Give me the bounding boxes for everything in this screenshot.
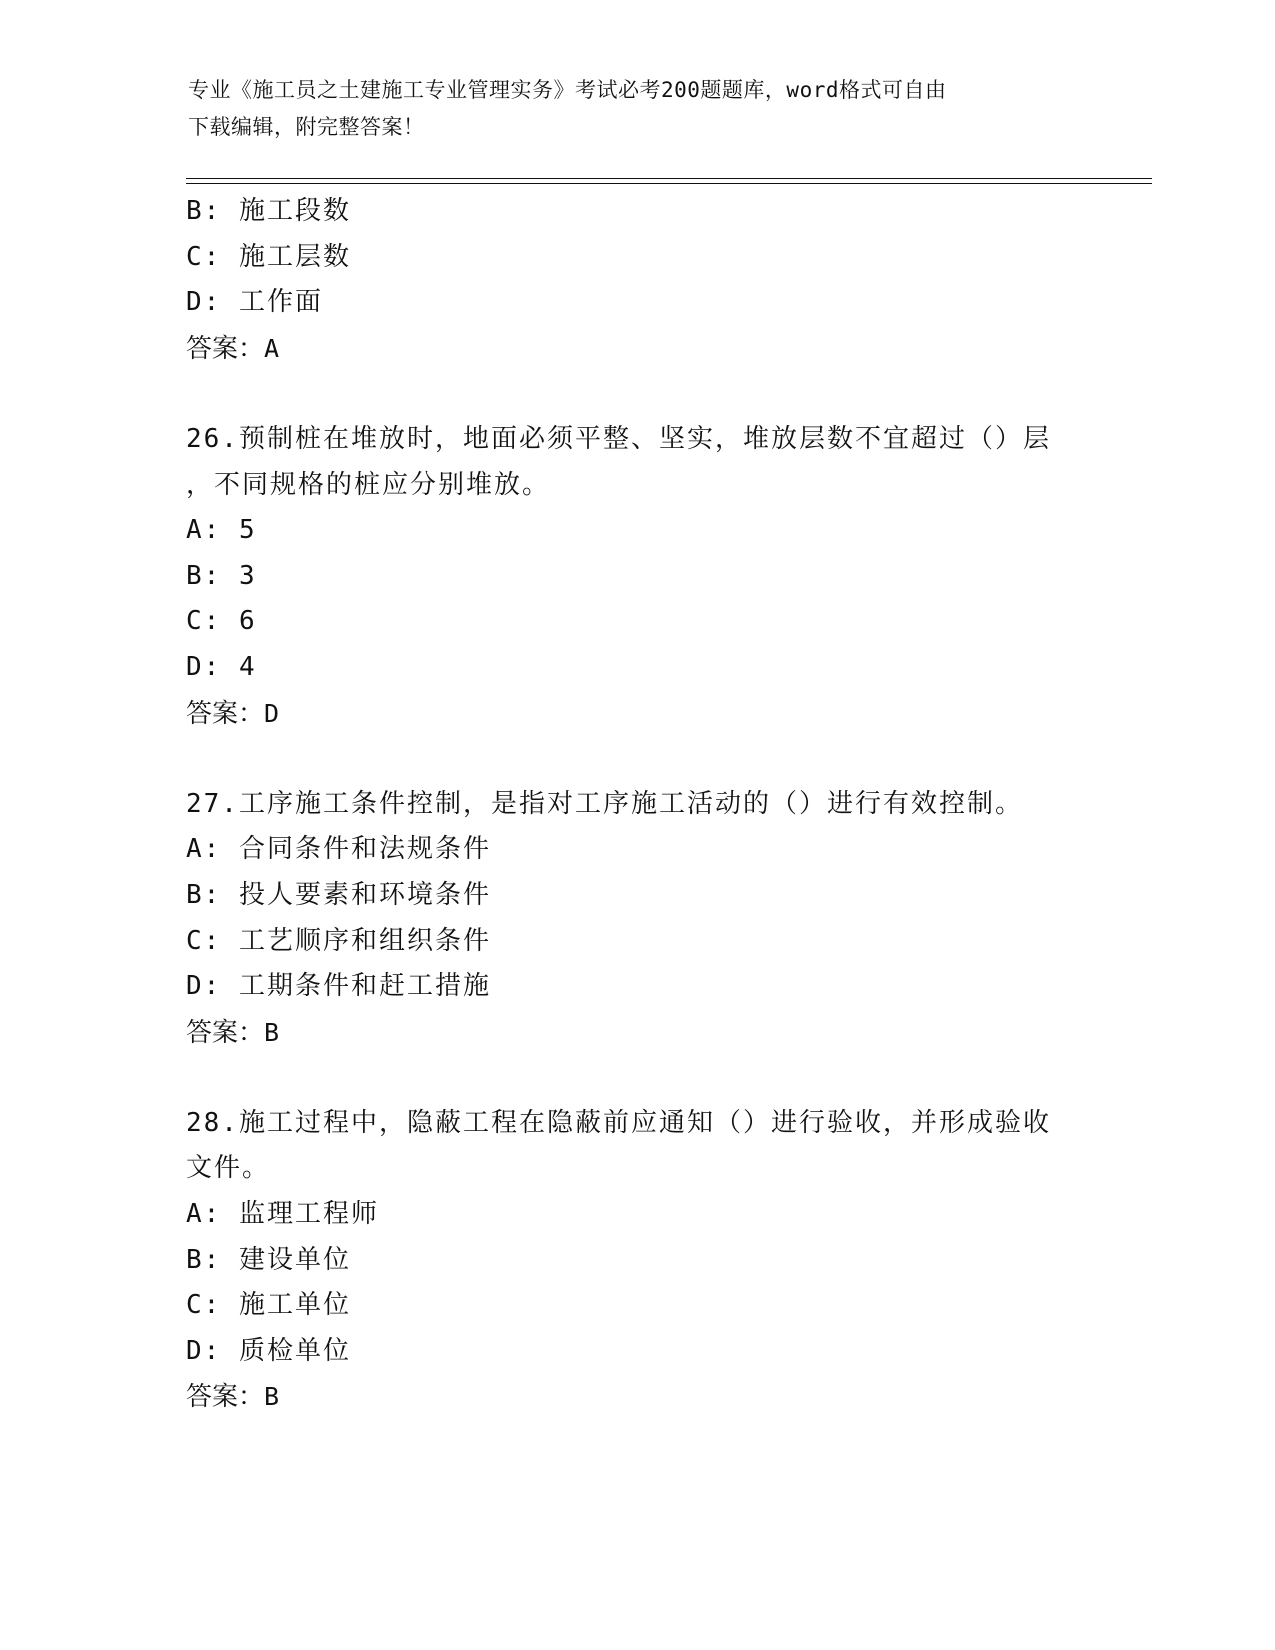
- option-d: D: 工期条件和赶工措施: [186, 971, 491, 1002]
- question-27: [186, 782, 1086, 1056]
- question-list: [186, 189, 1086, 1420]
- answer-label: 答案：: [186, 333, 265, 364]
- answer-label: 答案：: [186, 1382, 265, 1413]
- option-b: B: 投人要素和环境条件: [186, 879, 491, 910]
- option-c: C: 工艺顺序和组织条件: [186, 925, 491, 956]
- header-divider-top: [186, 178, 1152, 179]
- question-28: [186, 1101, 1086, 1420]
- header-line-1: 专业《施工员之土建施工专业管理实务》考试必考200题题库，word格式可自由: [188, 78, 947, 102]
- option-a: A: 监理工程师: [186, 1199, 379, 1230]
- answer-line: [186, 1010, 1086, 1056]
- question-stem-line: ，不同规格的桩应分别堆放。: [186, 469, 551, 500]
- question-stem-line: 28.施工过程中，隐蔽工程在隐蔽前应通知（）进行验收，并形成验收: [186, 1107, 1051, 1138]
- answer-value: A: [264, 333, 280, 363]
- answer-value: D: [264, 698, 280, 728]
- answer-label: 答案：: [186, 698, 265, 729]
- question-26: [186, 417, 1086, 736]
- option-c: C: 施工单位: [186, 1290, 351, 1321]
- option-d: D: 4: [186, 651, 257, 682]
- option-c: C: 施工层数: [186, 241, 351, 272]
- question-stem-line: 文件。: [186, 1153, 271, 1184]
- spacer: [186, 371, 1086, 417]
- answer-line: [186, 1374, 1086, 1420]
- answer-label: 答案：: [186, 1017, 265, 1048]
- option-b: B: 建设单位: [186, 1244, 351, 1275]
- answer-value: B: [264, 1382, 280, 1412]
- option-a: A: 合同条件和法规条件: [186, 834, 491, 865]
- answer-line: [186, 326, 1086, 372]
- answer-value: B: [264, 1017, 280, 1047]
- question-stem-line: 27.工序施工条件控制，是指对工序施工活动的（）进行有效控制。: [186, 788, 1023, 819]
- option-b: B: 3: [186, 560, 257, 591]
- option-a: A: 5: [186, 515, 257, 546]
- option-d: D: 工作面: [186, 287, 323, 318]
- question-stem-line: 26.预制桩在堆放时，地面必须平整、坚实，堆放层数不宜超过（）层: [186, 423, 1051, 454]
- answer-line: [186, 691, 1086, 737]
- document-header: [188, 72, 1068, 146]
- option-d: D: 质检单位: [186, 1335, 351, 1366]
- option-c: C: 6: [186, 606, 257, 637]
- question-25: [186, 189, 1086, 371]
- spacer: [186, 736, 1086, 782]
- header-divider-bottom: [186, 183, 1152, 184]
- option-b: B: 施工段数: [186, 196, 351, 226]
- spacer: [186, 1055, 1086, 1101]
- header-line-2: 下载编辑，附完整答案！: [188, 115, 425, 139]
